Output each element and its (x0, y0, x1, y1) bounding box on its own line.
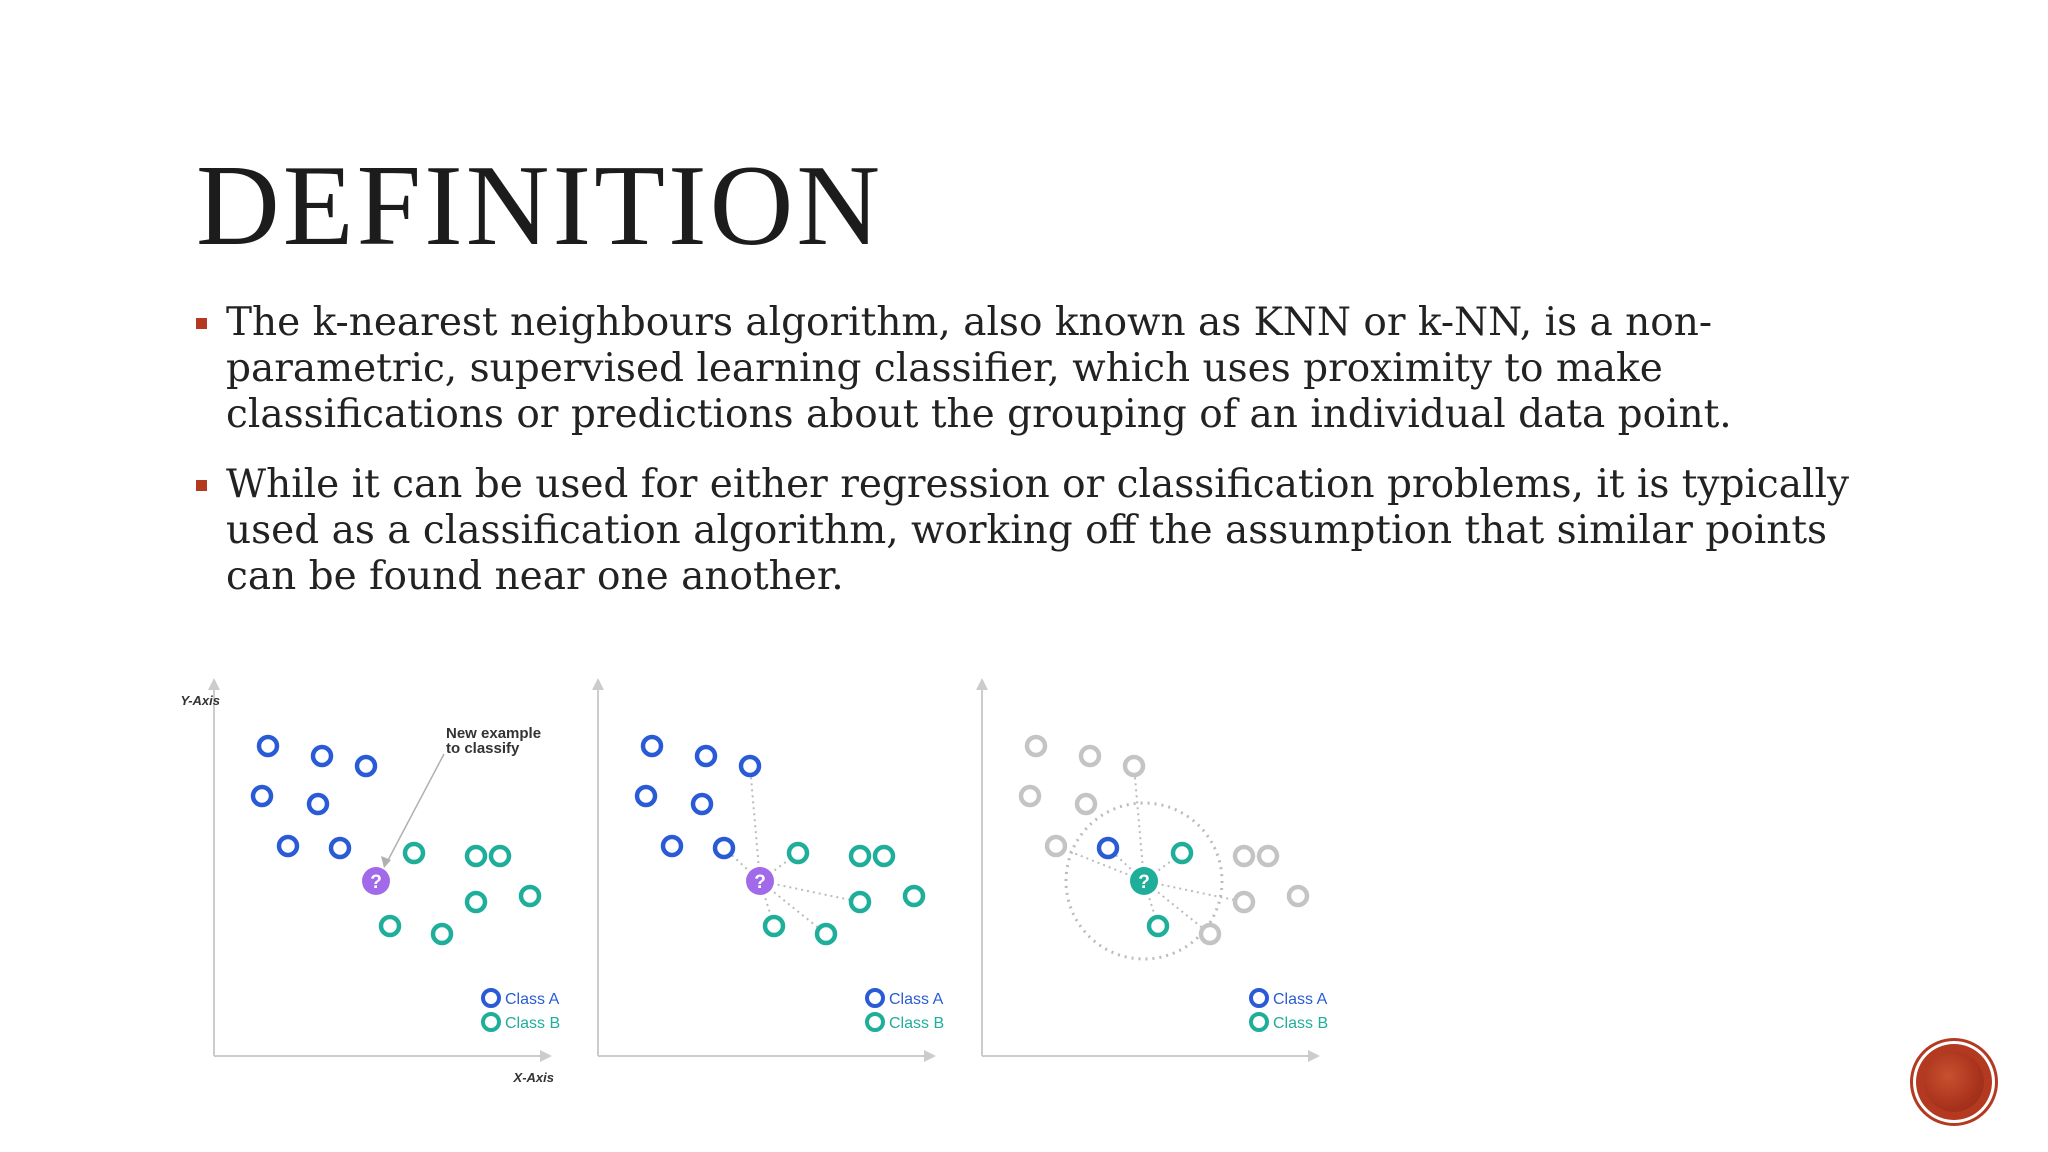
class-b-point (1235, 893, 1253, 911)
class-b-point (875, 847, 893, 865)
class-a-point (697, 747, 715, 765)
legend-marker (483, 1014, 499, 1030)
class-a-point (1027, 737, 1045, 755)
annotation-text: to classify (446, 740, 520, 757)
knn-panel (592, 678, 944, 1062)
class-b-point (521, 887, 539, 905)
class-b-point (817, 925, 835, 943)
legend-label: Class A (505, 991, 560, 1008)
bullet-item (196, 300, 1876, 438)
class-a-point (1081, 747, 1099, 765)
class-a-point (1125, 757, 1143, 775)
bullet-marker-icon (196, 480, 207, 491)
legend-marker (1251, 1014, 1267, 1030)
legend-label: Class A (1273, 991, 1328, 1008)
bullet-line: classifications or predictions about the grouping of an individual data point. (226, 392, 1732, 437)
distance-line (1144, 881, 1244, 902)
class-a-point (1099, 839, 1117, 857)
next-slide-button[interactable] (1916, 1044, 1992, 1120)
bullet-list (196, 300, 1876, 624)
class-a-point (1047, 837, 1065, 855)
bullet-line: can be found near one another. (226, 554, 844, 599)
class-b-point (1289, 887, 1307, 905)
bullet-line: parametric, supervised learning classifier, which uses proximity to make (226, 346, 1663, 391)
bullet-line: used as a classification algorithm, working off the assumption that similar points (226, 508, 1828, 553)
knn-diagram-svg (180, 612, 1764, 1150)
class-b-point (1259, 847, 1277, 865)
legend-marker (867, 990, 883, 1006)
axis-arrow-icon (208, 678, 220, 690)
axis-arrow-icon (976, 678, 988, 690)
class-a-point (637, 787, 655, 805)
class-b-point (765, 917, 783, 935)
class-a-point (1077, 795, 1095, 813)
class-b-point (405, 844, 423, 862)
axis-arrow-icon (1308, 1050, 1320, 1062)
class-b-point (789, 844, 807, 862)
class-b-point (381, 917, 399, 935)
class-a-point (279, 837, 297, 855)
legend-label: Class B (1273, 1015, 1329, 1032)
axis-arrow-icon (540, 1050, 552, 1062)
legend-label: Class B (505, 1015, 561, 1032)
class-a-point (259, 737, 277, 755)
query-point-label: ? (1138, 872, 1150, 893)
class-a-point (1021, 787, 1039, 805)
class-b-point (467, 847, 485, 865)
knn-diagram (180, 612, 1764, 1150)
class-a-point (663, 837, 681, 855)
legend-marker (867, 1014, 883, 1030)
class-a-point (253, 787, 271, 805)
next-slide-icon (1924, 1052, 1984, 1112)
axis-arrow-icon (924, 1050, 936, 1062)
bullet-line: The k-nearest neighbours algorithm, also known as KNN or k-NN, is a non- (226, 300, 1713, 345)
legend-marker (1251, 990, 1267, 1006)
class-a-point (643, 737, 661, 755)
distance-line (1134, 766, 1144, 881)
class-a-point (715, 839, 733, 857)
query-point-label: ? (370, 872, 382, 893)
annotation-text: New example (446, 725, 542, 742)
class-a-point (693, 795, 711, 813)
class-a-point (313, 747, 331, 765)
class-b-point (491, 847, 509, 865)
class-b-point (1149, 917, 1167, 935)
class-a-point (309, 795, 327, 813)
class-a-point (357, 757, 375, 775)
x-axis-label: X-Axis (513, 1070, 554, 1085)
legend-marker (483, 990, 499, 1006)
bullet-item (196, 462, 1876, 600)
query-point-label: ? (754, 872, 766, 893)
class-b-point (1235, 847, 1253, 865)
axis-arrow-icon (592, 678, 604, 690)
class-b-point (467, 893, 485, 911)
distance-line (760, 881, 860, 902)
bullet-marker-icon (196, 318, 207, 329)
legend-label: Class A (889, 991, 944, 1008)
distance-line (750, 766, 760, 881)
class-b-point (1201, 925, 1219, 943)
class-b-point (905, 887, 923, 905)
class-a-point (741, 757, 759, 775)
class-a-point (331, 839, 349, 857)
y-axis-label: Y-Axis (180, 693, 220, 708)
slide-title: DEFINITION (196, 142, 884, 270)
class-b-point (851, 893, 869, 911)
class-b-point (1173, 844, 1191, 862)
bullet-line: While it can be used for either regression or classification problems, it is typically (226, 462, 1849, 507)
class-b-point (433, 925, 451, 943)
knn-panel (976, 678, 1328, 1062)
class-b-point (851, 847, 869, 865)
legend-label: Class B (889, 1015, 945, 1032)
